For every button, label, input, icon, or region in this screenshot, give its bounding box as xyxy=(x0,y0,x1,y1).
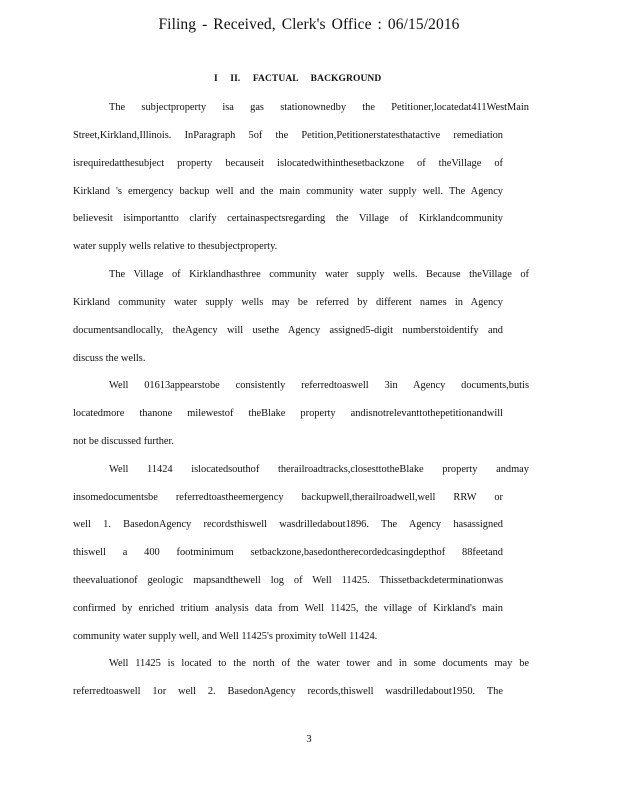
paragraph-1-line: Street,Kirkland,Illinois. InParagraph 5of the Petition,Petitionerstatesthatactive remediation xyxy=(73,130,503,141)
paragraph-4-line: confirmed by enriched tritium analysis data from Well 11425, the village of Kirkland's main xyxy=(73,603,503,614)
paragraph-3-line: Well 01613appearstobe consistently referredtoaswell 3in Agency documents,butis xyxy=(109,380,529,391)
paragraph-4-line: Well 11424 islocatedsouthof therailroadtracks,closesttotheBlake property andmay xyxy=(109,464,529,475)
paragraph-5-line: referredtoaswell 1or well 2. BasedonAgency records,thiswell wasdrilledabout1950. The xyxy=(73,686,503,697)
paragraph-1-line: isrequiredatthesubject property becauseit islocatedwithinthesetbackzone of theVillage of xyxy=(73,158,503,169)
paragraph-4-line: insomedocumentsbe referredtoastheemergency backupwell,therailroadwell,well RRW or xyxy=(73,492,503,503)
paragraph-2-line: documentsandlocally, theAgency will usethe Agency assigned5-digit numberstoidentify and xyxy=(73,325,503,336)
paragraph-1-line: Kirkland 's emergency backup well and the main community water supply well. The Agency xyxy=(73,186,503,197)
paragraph-2-line: The Village of Kirklandhasthree community water supply wells. Because theVillage of xyxy=(109,269,529,280)
paragraph-3-line: not be discussed further. xyxy=(73,436,174,447)
paragraph-3-line: locatedmore thanone milewestof theBlake property andisnotrelevanttothepetitionandwill xyxy=(73,408,503,419)
paragraph-1-line: water supply wells relative to thesubjectproperty. xyxy=(73,241,278,252)
paragraph-4-line: community water supply well, and Well 11425's proximity toWell 11424. xyxy=(73,631,378,642)
paragraph-4-line: thiswell a 400 footminimum setbackzone,basedontherecordedcasingdepthof 88feetand xyxy=(73,547,503,558)
paragraph-2-line: discuss the wells. xyxy=(73,353,146,364)
section-heading: I II. FACTUAL BACKGROUND xyxy=(214,74,382,84)
paragraph-1-line: believesit isimportantto clarify certainaspectsregarding the Village of Kirklandcommunity xyxy=(73,213,503,224)
paragraph-2-line: Kirkland community water supply wells may be referred by different names in Agency xyxy=(73,297,503,308)
paragraph-4-line: theevaluationof geologic mapsandthewell log of Well 11425. Thissetbackdeterminationwas xyxy=(73,575,503,586)
paragraph-1-line: The subjectproperty isa gas stationownedby the Petitioner,locatedat411WestMain xyxy=(109,102,529,113)
page-number: 3 xyxy=(306,734,312,745)
paragraph-5-line: Well 11425 is located to the north of the water tower and in some documents may be xyxy=(109,658,529,669)
filing-stamp-header: Filing - Received, Clerk's Office : 06/15/2016 xyxy=(158,16,460,33)
paragraph-4-line: well 1. BasedonAgency recordsthiswell wasdrilledabout1896. The Agency hasassigned xyxy=(73,519,503,530)
